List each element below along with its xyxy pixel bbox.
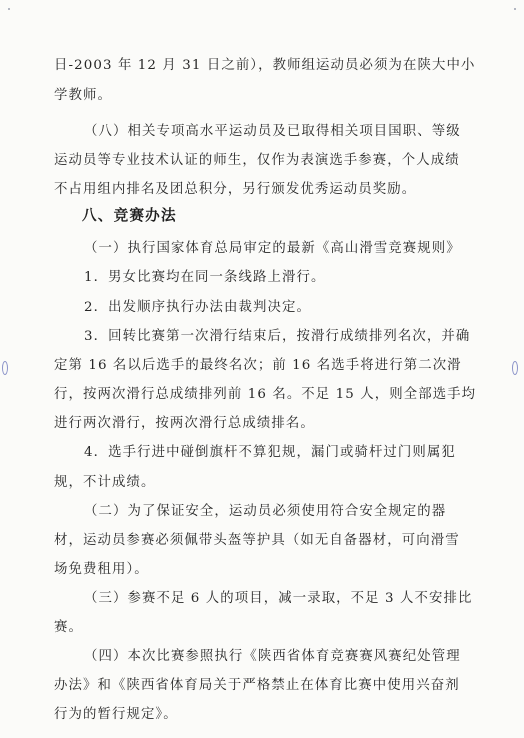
text-line: 行，按两次滑行总成绩排列前 16 名。不足 15 人，则全部选手均 xyxy=(54,387,477,402)
text-line: 学教师。 xyxy=(54,88,112,103)
text-line: 场免费租用）。 xyxy=(54,562,149,577)
binding-hole-mark xyxy=(2,361,8,375)
text-line: 2．出发顺序执行办法由裁判决定。 xyxy=(84,300,311,315)
text-line: （八）相关专项高水平运动员及已取得相关项目国职、等级 xyxy=(84,124,461,139)
text-line: 日-2003 年 12 月 31 日之前），教师组运动员必须为在陕大中小 xyxy=(54,58,476,73)
text-line: （一）执行国家体育总局审定的最新《高山滑雪竞赛规则》 xyxy=(84,241,461,256)
text-line: 3．回转比赛第一次滑行结束后，按滑行成绩排列名次，并确 xyxy=(84,329,471,344)
text-line: 规，不计成绩。 xyxy=(54,475,156,490)
binding-hole-mark xyxy=(512,361,518,375)
text-line: 运动员等专业技术认证的师生，仅作为表演选手参赛，个人成绩 xyxy=(54,153,460,168)
text-line: 定第 16 名以后选手的最终名次；前 16 名选手将进行第二次滑 xyxy=(54,358,462,373)
scan-dot xyxy=(8,8,10,10)
text-line: 1．男女比赛均在同一条线路上滑行。 xyxy=(84,270,326,285)
text-line: （三）参赛不足 6 人的项目，减一录取，不足 3 人不安排比 xyxy=(84,591,473,606)
text-line: 材，运动员参赛必须佩带头盔等护具（如无自备器材，可向滑雪 xyxy=(54,533,460,548)
text-line: （四）本次比赛参照执行《陕西省体育竞赛赛风赛纪处管理 xyxy=(84,649,461,664)
text-line: 进行两次滑行，按两次滑行总成绩排名。 xyxy=(54,416,315,431)
text-line: 不占用组内排名及团总积分，另行颁发优秀运动员奖励。 xyxy=(54,182,417,197)
scan-dot xyxy=(514,8,516,10)
section-heading: 八、竞赛办法 xyxy=(82,207,177,224)
text-line: （二）为了保证安全，运动员必须使用符合安全规定的器 xyxy=(84,504,447,519)
text-line: 赛。 xyxy=(54,620,83,635)
text-line: 行为的暂行规定》。 xyxy=(54,707,178,722)
text-line: 办法》和《陕西省体育局关于严格禁止在体育比赛中使用兴奋剂 xyxy=(54,678,460,693)
text-line: 4．选手行进中碰倒旗杆不算犯规，漏门或骑杆过门则属犯 xyxy=(84,445,456,460)
